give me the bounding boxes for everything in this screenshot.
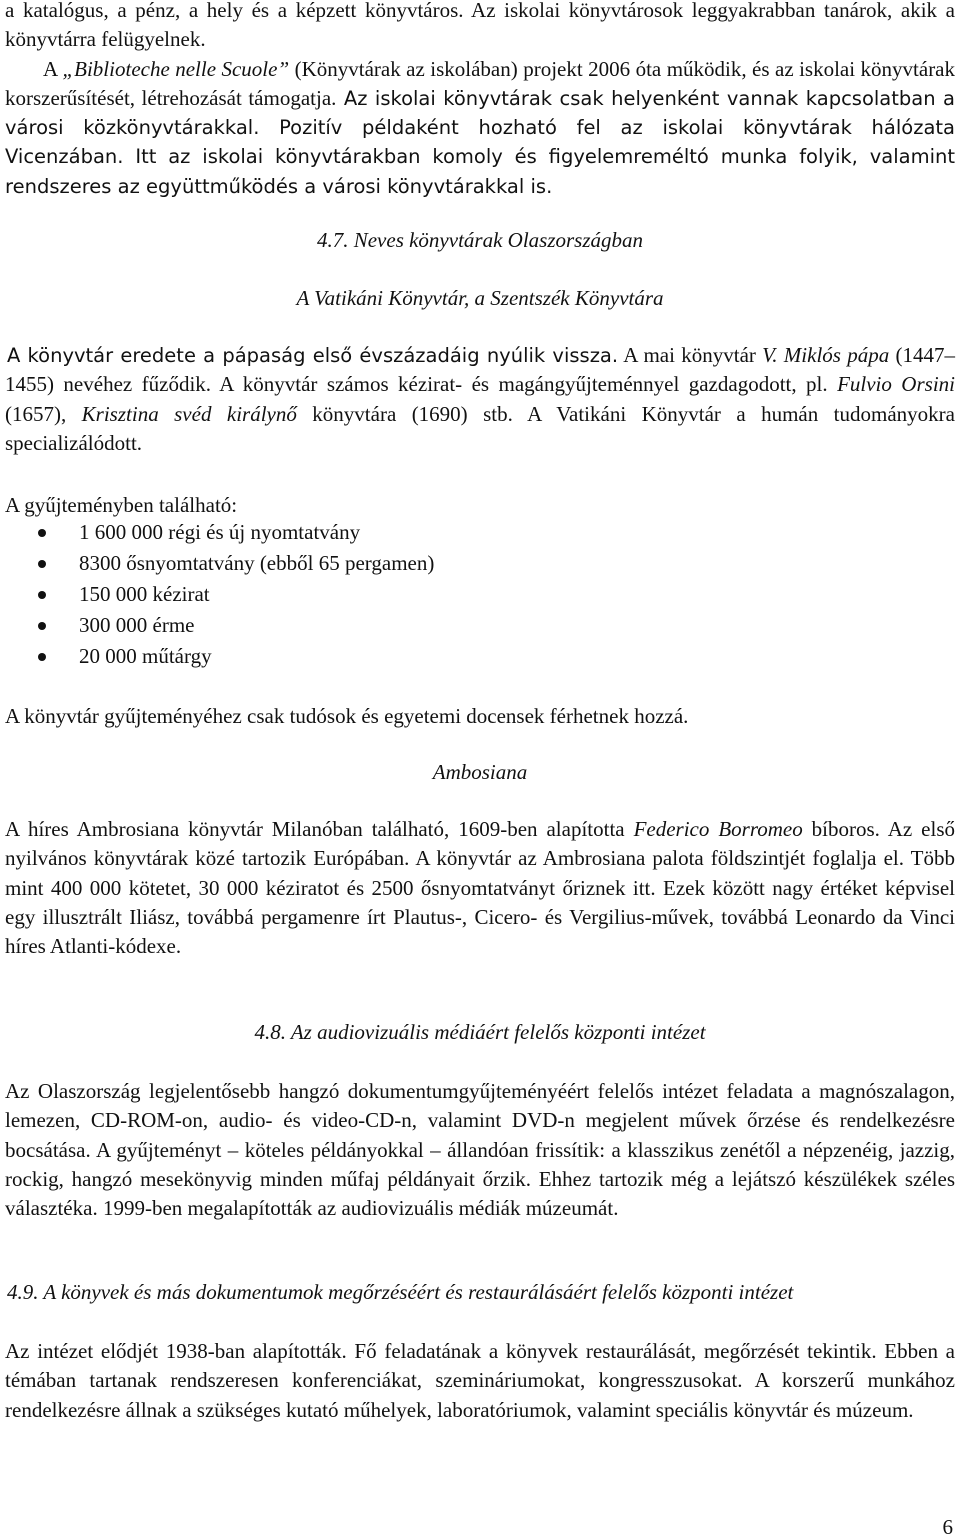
ambrosiana-text-a: A híres Ambrosiana könyvtár Milanóban található, 1609-ben alapította: [5, 817, 634, 841]
list-item: 300 000 érme: [0, 610, 434, 641]
section-4-9-paragraph: Az intézet elődjét 1938-ban alapították. Fő feladatának a könyvek restaurálását, megőrzését tekintik. Ebben a témában tartanak rendszeresen konferenciákat, szemináriumokat, kongresszusokat. A korszerű munkához rendelkezésre állnak a szükséges kutató műhelyek, laboratóriumok, valamint speciális könyvtár és múzeum.: [5, 1339, 955, 1422]
vatican-text-a: A mai könyvtár: [618, 343, 763, 367]
federico-borromeo: Federico Borromeo: [633, 817, 803, 841]
intro-paragraph: [5, 0, 955, 201]
section-4-8-title: 4.8. Az audiovizuális médiáért felelős központi intézet: [254, 1020, 706, 1044]
page-number: 6: [942, 1515, 953, 1539]
vatican-text-b: (1447–1455) nevéhez fűződik. A könyvtár számos kézirat- és magángyűjteménnyel gazdagodott, pl.: [5, 343, 955, 397]
list-item: 20 000 műtárgy: [0, 641, 434, 672]
project-name: „Biblioteche nelle Scuole”: [62, 56, 290, 81]
queen-christina: Krisztina svéd királynő: [81, 401, 297, 426]
ambrosiana-paragraph: [5, 815, 955, 961]
collection-list: [0, 517, 434, 672]
list-item: 1 600 000 régi és új nyomtatvány: [0, 517, 434, 548]
ambrosiana-title: Ambosiana: [432, 760, 528, 784]
vatican-text-d: könyvtára (1690) stb. A Vatikáni Könyvtár a humán tudományokra specializálódott.: [5, 401, 955, 455]
intro-line2-post: (Könyvtárak az iskolában) projekt 2006 óta működik, és az iskolai könyvtárak korszerűsítését, létrehozását támogatja.: [5, 56, 956, 110]
pope-name: V. Miklós pápa: [762, 343, 890, 367]
list-item: 8300 ősnyomtatvány (ebből 65 pergamen): [0, 548, 434, 579]
list-item: 150 000 kézirat: [0, 579, 434, 610]
section-4-7-title: 4.7. Neves könyvtárak Olaszországban: [316, 228, 644, 252]
access-note: A könyvtár gyűjteményéhez csak tudósok és egyetemi docensek férhetnek hozzá.: [5, 704, 689, 728]
collection-intro: A gyűjteményben található:: [5, 493, 238, 517]
intro-sans-text: Az iskolai könyvtárak csak helyenként vannak kapcsolatban a városi közkönyvtárakkal. Pozitív példaként hozható fel az iskolai könyvtárak hálózata Vicenzában. Itt az iskolai könyvtárakban komoly és figyelemreméltó munka folyik, valamint rendszeres az együttműködés a városi könyvtárakkal is.: [5, 86, 955, 198]
intro-line2-pre: A: [43, 56, 63, 81]
section-4-8-paragraph: Az Olaszország legjelentősebb hangzó dokumentumgyűjteményéért felelős intézet feladata a magnószalagon, lemezen, CD-ROM-on, audio- és video-CD-n, valamint DVD-n megjelent művek őrzése és rendelkezésre bocsátása. A gyűjteményt – köteles példányokkal – állandóan frissítik: a klasszikus zenétől a népzenéig, jazzig, rockig, hangzó mesekönyvig minden műfaj példányait őrzik. Ehhez tartozik még a lejátszó készülékek széles választéka. 1999-ben megalapították az audiovizuális médiák múzeumát.: [5, 1079, 955, 1221]
intro-line1: a katalógus, a pénz, a hely és a képzett könyvtáros. Az iskolai könyvtárosok leggyakrabban tanárok, akik a könyvtárra felügyelnek.: [5, 0, 955, 52]
vatican-library-subtitle: A Vatikáni Könyvtár, a Szentszék Könyvtára: [296, 286, 664, 310]
fulvio-orsini: Fulvio Orsini: [837, 372, 955, 397]
vatican-text-c: (1657),: [5, 401, 82, 426]
vatican-origin: A könyvtár eredete a pápaság első évszázadáig nyúlik vissza.: [7, 344, 619, 367]
ambrosiana-text-b: bíboros. Az első nyilvános könyvtárak közé tartozik Európában. A könyvtár az Ambrosiana palota földszintjét foglalja el. Több mint 400 000 kötetet, 30 000 kéziratot és 2500 ősnyomtatványt őriznek itt. Ezek között nagy értéket képvisel egy illusztrált Iliász, továbbá pergamenre írt Plautus-, Cicero- és Vergilius-művek, továbbá Leonardo da Vinci híres Atlanti-kódexe.: [5, 817, 955, 959]
section-4-9-title: 4.9. A könyvek és más dokumentumok megőrzéséért és restaurálásáért felelős központi intézet: [7, 1280, 794, 1304]
vatican-paragraph: [5, 341, 955, 458]
